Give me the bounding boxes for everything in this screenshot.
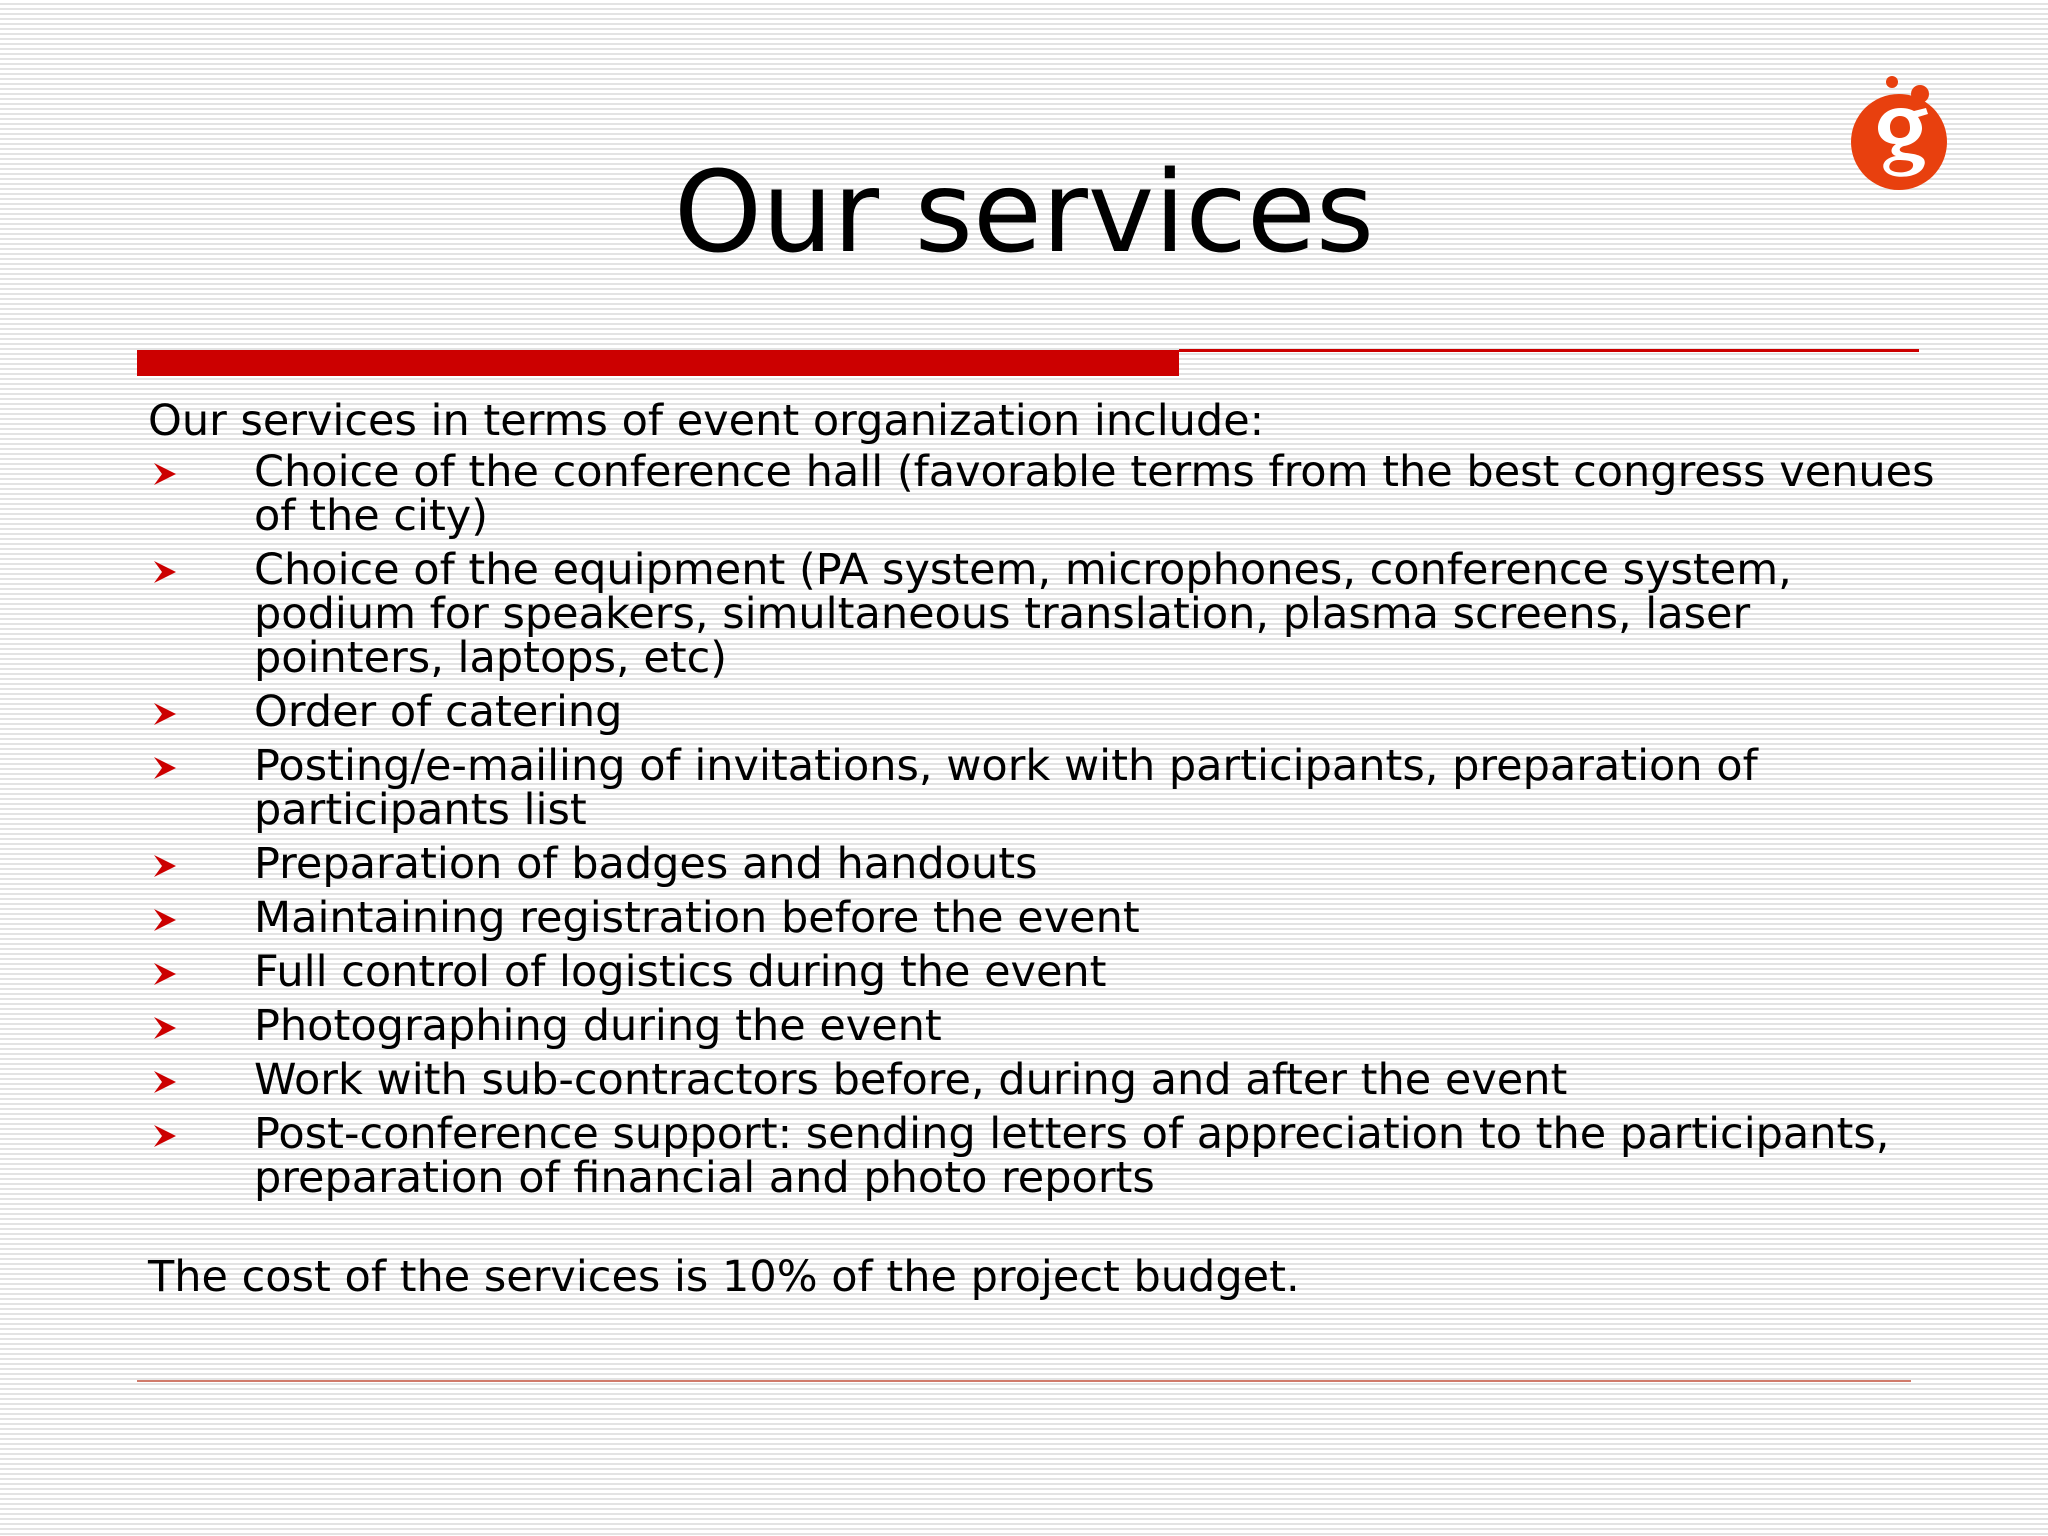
- page-title: Our services: [673, 148, 1375, 278]
- list-item-text: Order of catering: [254, 687, 623, 737]
- list-item: [148, 947, 1948, 997]
- list-item: [148, 1001, 1948, 1051]
- list-item-text: Full control of logistics during the event: [254, 947, 1107, 997]
- list-item: [148, 447, 1948, 541]
- list-item: [148, 893, 1948, 943]
- list-item: [148, 839, 1948, 889]
- intro-text: Our services in terms of event organization include:: [148, 396, 1265, 446]
- list-item: [148, 687, 1948, 737]
- slide-body: [148, 396, 1948, 1302]
- title-divider-thin: [1179, 349, 1919, 352]
- arrowhead-bullet-icon: [148, 842, 188, 886]
- list-item: [148, 741, 1948, 835]
- cost-note: The cost of the services is 10% of the project budget.: [148, 1252, 1300, 1302]
- arrowhead-bullet-icon: [148, 1058, 188, 1102]
- list-item-text: Maintaining registration before the event: [254, 893, 1140, 943]
- list-item-text: Preparation of badges and handouts: [254, 839, 1038, 889]
- g-logo-icon: [1846, 74, 1952, 192]
- arrowhead-bullet-icon: [148, 896, 188, 940]
- footer-divider: [137, 1380, 1911, 1382]
- arrowhead-bullet-icon: [148, 1112, 188, 1156]
- list-item-text: Photographing during the event: [254, 1001, 942, 1051]
- title-divider-thick: [137, 350, 1179, 376]
- service-list: [148, 447, 1948, 1203]
- list-item: [148, 1109, 1948, 1203]
- arrowhead-bullet-icon: [148, 450, 188, 494]
- arrowhead-bullet-icon: [148, 744, 188, 788]
- list-item-text: Posting/e-mailing of invitations, work with participants, preparation of participants list: [254, 741, 1758, 835]
- list-item-text: Post-conference support: sending letters of appreciation to the participants, preparation of financial and photo reports: [254, 1109, 1890, 1203]
- arrowhead-bullet-icon: [148, 950, 188, 994]
- list-item: [148, 545, 1948, 683]
- list-item-text: Work with sub-contractors before, during and after the event: [254, 1055, 1568, 1105]
- list-item-text: Choice of the conference hall (favorable terms from the best congress venues of the city): [254, 447, 1935, 541]
- list-item: [148, 1055, 1948, 1105]
- list-item-text: Choice of the equipment (PA system, microphones, conference system, podium for speakers, simultaneous translation, plasma screens, laser pointers, laptops, etc): [254, 545, 1792, 683]
- arrowhead-bullet-icon: [148, 690, 188, 734]
- arrowhead-bullet-icon: [148, 548, 188, 592]
- arrowhead-bullet-icon: [148, 1004, 188, 1048]
